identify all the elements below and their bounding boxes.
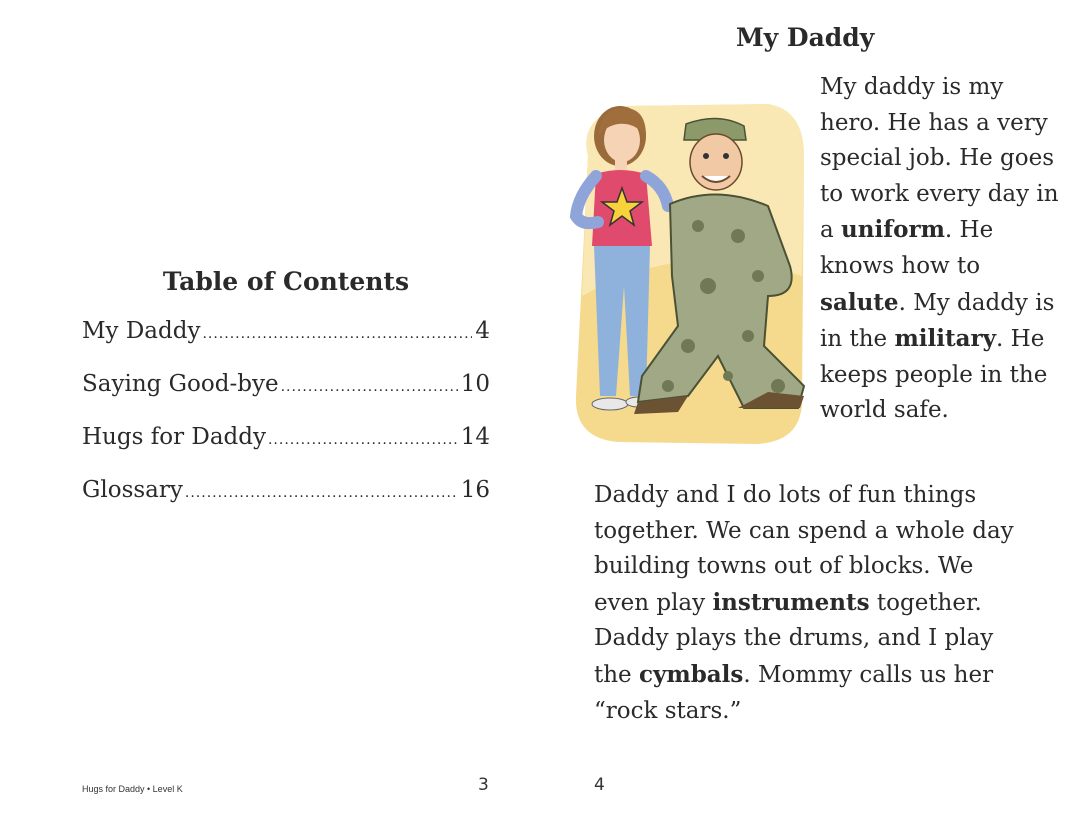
dot-leader: [281, 369, 458, 402]
paragraph-text: . He knows how to: [820, 217, 994, 279]
toc-entry-page: 16: [460, 477, 490, 503]
dot-leader: [185, 475, 458, 508]
glossary-word: salute: [820, 288, 899, 316]
paragraph-text: together. Daddy plays the drums, and I play the: [594, 589, 994, 688]
toc-entry[interactable]: [82, 475, 490, 528]
toc-entry[interactable]: [82, 369, 490, 422]
toc-entry-label: My Daddy: [82, 318, 201, 344]
glossary-word: military: [894, 325, 997, 353]
dot-leader: [202, 316, 472, 349]
toc-entry-label: Hugs for Daddy: [82, 424, 266, 450]
toc-entry-label: Saying Good-bye: [82, 371, 279, 397]
dot-leader: [268, 422, 458, 455]
glossary-word: uniform: [841, 216, 945, 244]
paragraph-text: My daddy is my hero. He has a very special job. He goes to work every day in a: [820, 74, 1059, 244]
toc-list: [82, 316, 490, 528]
toc-title: Table of Contents: [162, 267, 410, 296]
story-paragraph: [594, 478, 1034, 729]
right-page: [540, 0, 1080, 838]
paragraph-text: . Mommy calls us her “rock stars.”: [594, 661, 994, 724]
paragraph-text: Daddy and I do lots of fun things together. We can spend a whole day building towns out of blocks. We even play: [594, 482, 1014, 616]
toc-entry-page: 10: [460, 371, 490, 397]
glossary-word: instruments: [712, 588, 870, 616]
book-footer: Hugs for Daddy • Level K: [82, 784, 183, 794]
toc-entry-page: 14: [460, 424, 490, 450]
glossary-word: cymbals: [638, 660, 744, 688]
paragraph-text: . He keeps people in the world safe.: [820, 326, 1048, 424]
toc-entry-page: 4: [475, 318, 490, 344]
toc-entry[interactable]: [82, 422, 490, 475]
toc-entry-label: Glossary: [82, 477, 183, 503]
page-number: 3: [478, 775, 489, 795]
girl-and-soldier-father-illustration: [568, 96, 812, 446]
chapter-title: My Daddy: [736, 23, 875, 52]
page-number: 4: [594, 775, 605, 795]
story-paragraph: [820, 70, 1060, 429]
paragraph-text: . My daddy is in the: [820, 289, 1055, 353]
toc-entry[interactable]: [82, 316, 490, 369]
